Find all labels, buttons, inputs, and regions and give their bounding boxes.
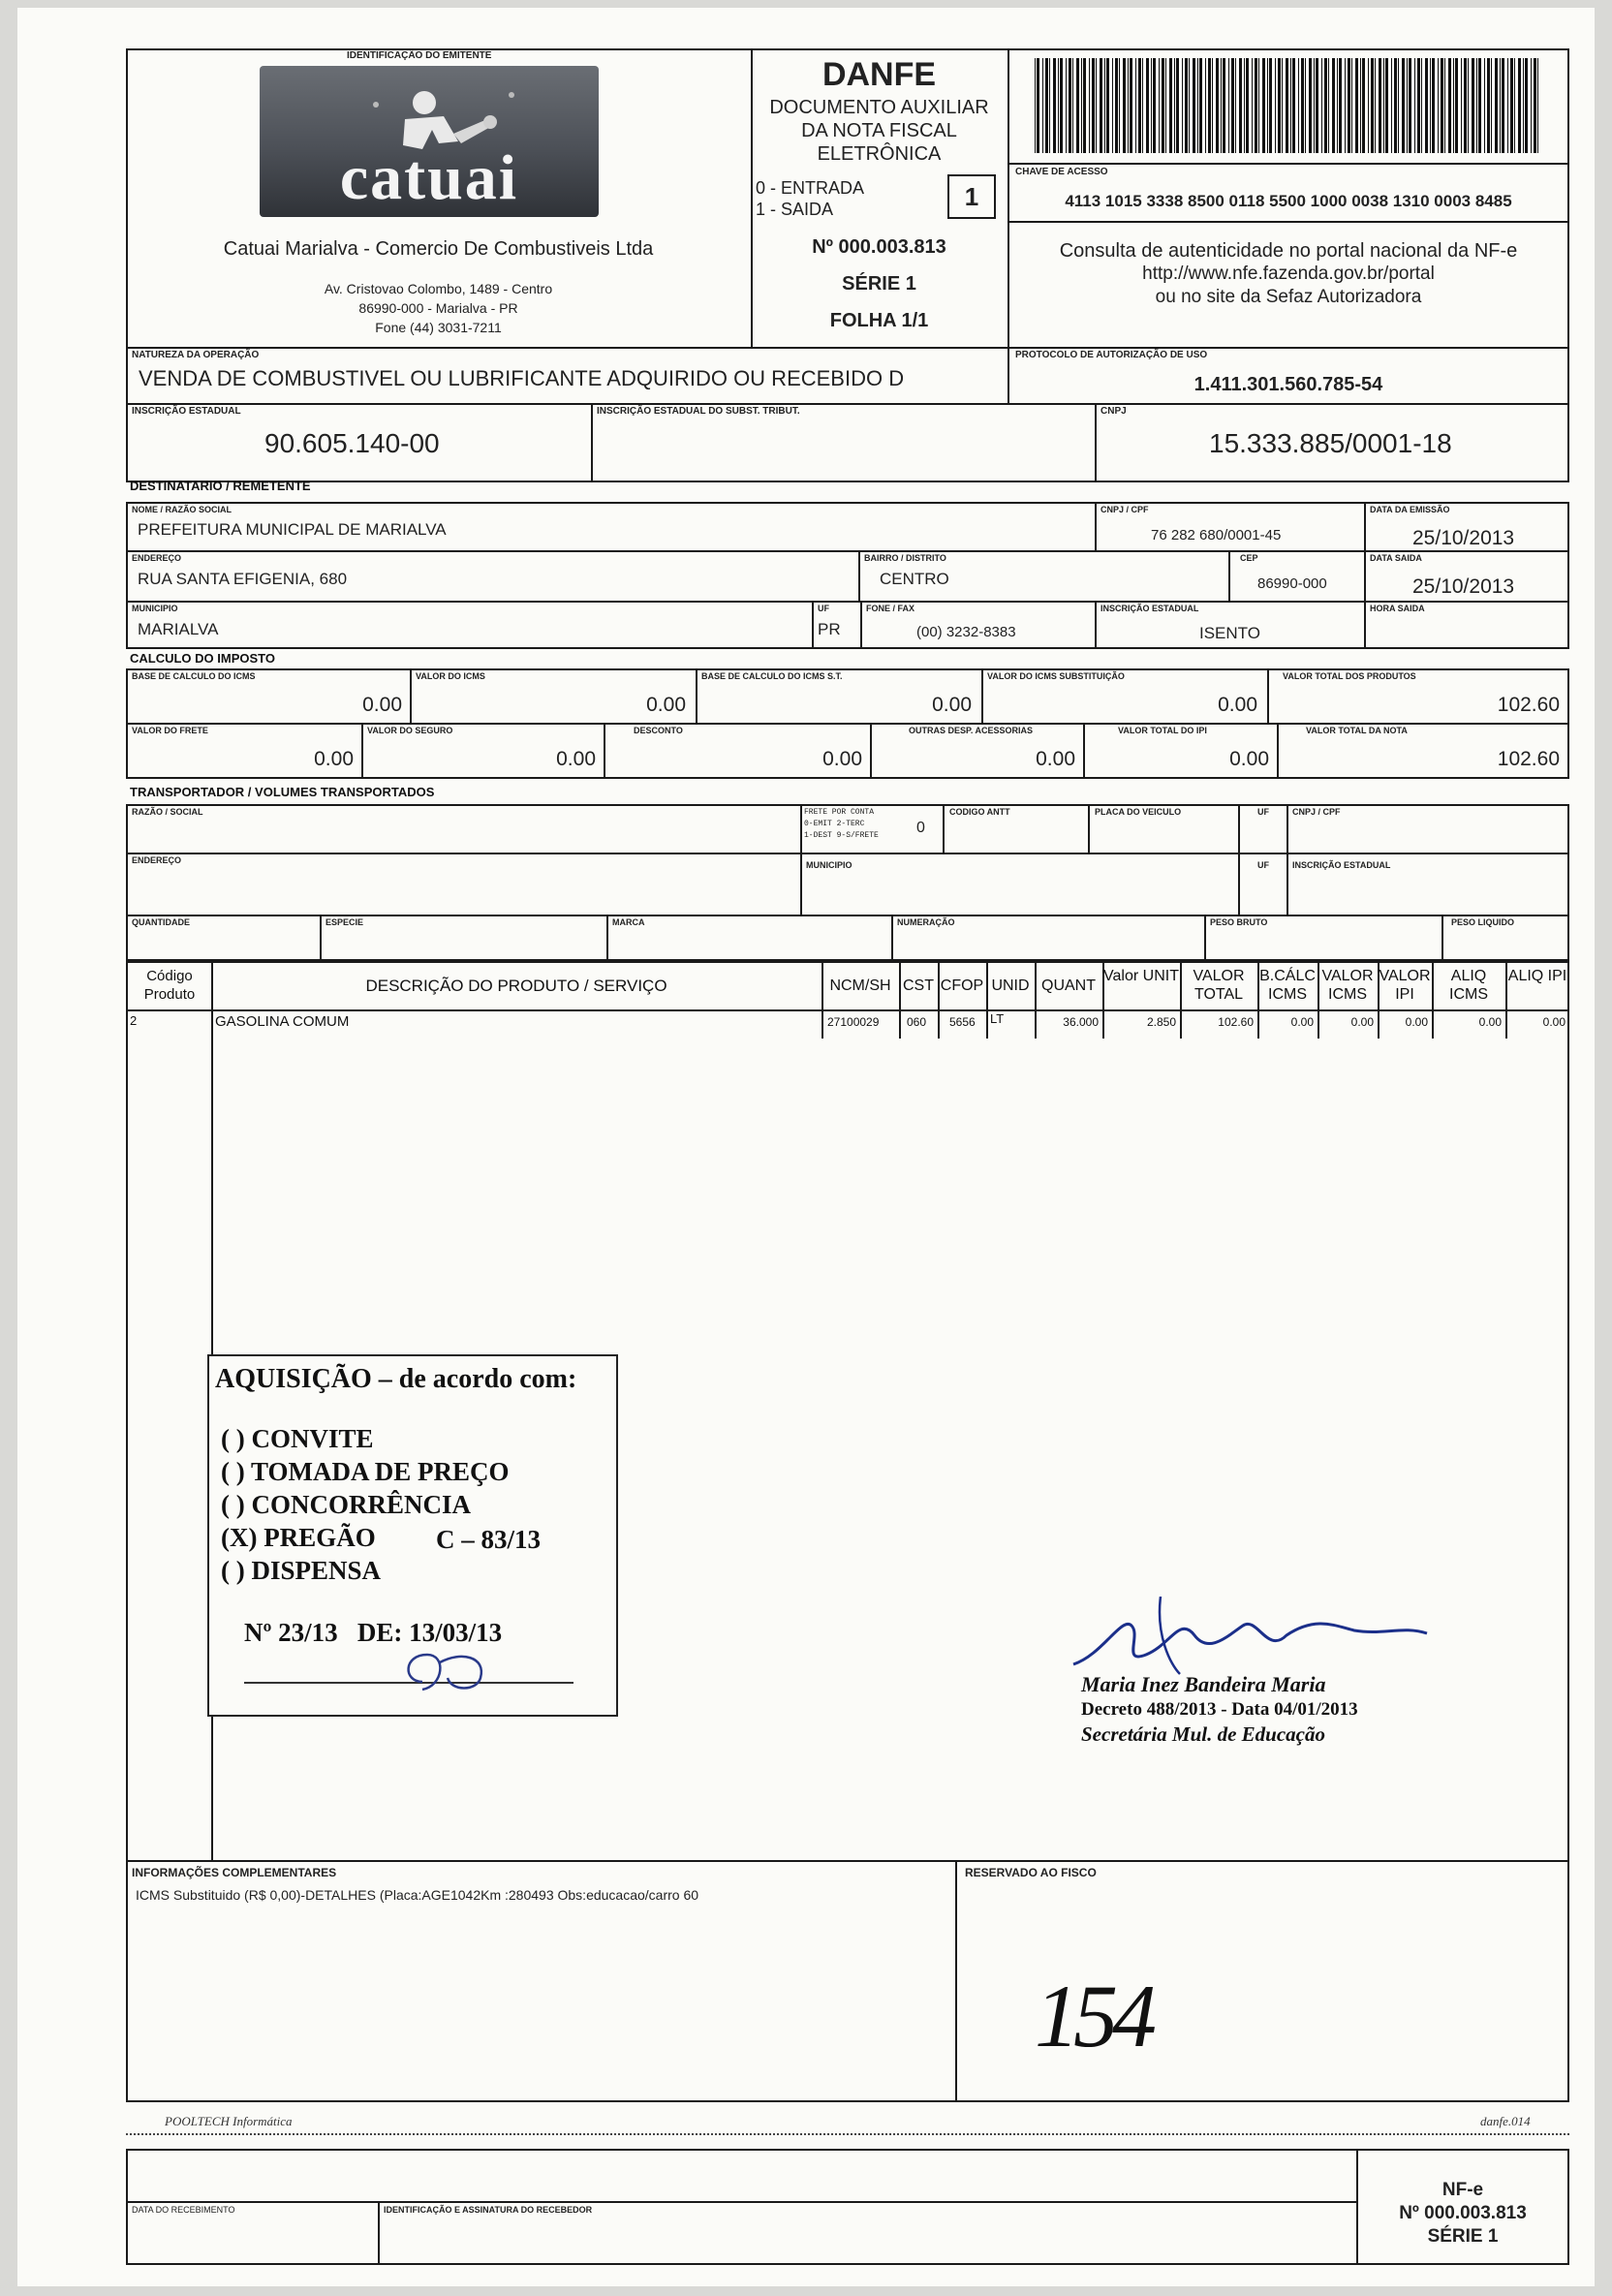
total-label: VALOR TOTAL DA NOTA (1306, 726, 1408, 735)
total-products-label: VALOR TOTAL DOS PRODUTOS (1283, 671, 1416, 681)
barcode (1035, 58, 1548, 155)
freight-line-1: FRETE POR CONTA (804, 808, 875, 817)
receipt-date-label: DATA DO RECEBIMENTO (132, 2205, 235, 2215)
access-key-label: CHAVE DE ACESSO (1015, 167, 1108, 177)
cep-label: CEP (1240, 553, 1258, 563)
recipient-section: DESTINATARIO / REMETENTE (130, 479, 311, 493)
discount-value: 0.00 (822, 748, 862, 770)
danfe-title: DANFE (822, 56, 937, 93)
product-cst: 060 (907, 1015, 927, 1029)
signature-name: Maria Inez Bandeira Maria (1081, 1672, 1326, 1696)
danfe-folha: FOLHA 1/1 (829, 310, 929, 331)
emitter-phone: Fone (44) 3031-7211 (375, 320, 502, 335)
handwritten-signature (1064, 1597, 1432, 1684)
discount-label: DESCONTO (634, 726, 683, 735)
header-icms: VALOR ICMS (1321, 968, 1374, 1003)
header-aliq-icms: ALIQ ICMS (1449, 968, 1488, 1003)
nfe-label: NF-e (1442, 2180, 1484, 2200)
exit-label: DATA SAIDA (1370, 553, 1422, 563)
protocol-value: 1.411.301.560.785-54 (1194, 374, 1383, 395)
info-label: INFORMAÇÕES COMPLEMENTARES (132, 1866, 337, 1879)
product-aliq-icms: 0.00 (1478, 1015, 1502, 1029)
ipi-label: VALOR TOTAL DO IPI (1118, 726, 1207, 735)
base-icms-value: 0.00 (362, 694, 402, 716)
nature-value: VENDA DE COMBUSTIVEL OU LUBRIFICANTE ADQUIRIDO OU RECEBIDO D (139, 366, 905, 390)
stamp-option-tomada: ( ) TOMADA DE PREÇO (221, 1457, 510, 1486)
district-label: BAIRRO / DISTRITO (864, 553, 946, 563)
recipient-ie: ISENTO (1199, 624, 1260, 642)
recipient-address: RUA SANTA EFIGENIA, 680 (138, 570, 348, 588)
insurance-value: 0.00 (556, 748, 596, 770)
species-label: ESPECIE (326, 917, 364, 927)
freight-label: VALOR DO FRETE (132, 726, 208, 735)
recipient-cnpj: 76 282 680/0001-45 (1151, 527, 1282, 543)
consult-line-1: Consulta de autenticidade no portal nacional da NF-e (1059, 240, 1518, 262)
header-description: DESCRIÇÃO DO PRODUTO / SERVIÇO (365, 977, 667, 995)
logo-text: catuai (339, 142, 519, 213)
fisco-label: RESERVADO AO FISCO (965, 1866, 1097, 1879)
cnpj-label: CNPJ (1100, 406, 1127, 417)
antt-label: CODIGO ANTT (949, 807, 1010, 817)
carrier-address-label: ENDEREÇO (132, 855, 182, 865)
receipt-frame (126, 2149, 1569, 2265)
header-cst: CST (903, 977, 934, 994)
saida-option: 1 - SAIDA (756, 200, 834, 219)
header-cfop: CFOP (940, 977, 984, 994)
signature-stamp (1081, 1672, 1449, 1747)
carrier-uf-label: UF (1257, 807, 1269, 817)
stamp-option-concorrencia: ( ) CONCORRÊNCIA (221, 1490, 471, 1519)
consult-line-3: ou no site da Sefaz Autorizadora (1155, 287, 1422, 307)
freight-line-2: 0-EMIT 2-TERC (804, 820, 865, 828)
danfe-subtitle-2: DA NOTA FISCAL (801, 120, 957, 141)
product-ncm: 27100029 (827, 1015, 880, 1029)
brand-label: MARCA (612, 917, 645, 927)
insurance-label: VALOR DO SEGURO (367, 726, 453, 735)
product-unit-value: 2.850 (1146, 1015, 1176, 1029)
recipient-cnpj-label: CNPJ / CPF (1100, 505, 1149, 514)
header-aliq-ipi: ALIQ IPI (1507, 968, 1567, 984)
net-weight-label: PESO LIQUIDO (1451, 917, 1515, 927)
transport-section: TRANSPORTADOR / VOLUMES TRANSPORTADOS (130, 785, 435, 799)
receipt-signature-label: IDENTIFICAÇÃO E ASSINATURA DO RECEBEDOR (384, 2205, 593, 2215)
recipient-phone: (00) 3232-8383 (916, 624, 1016, 640)
base-st-label: BASE DE CALCULO DO ICMS S.T. (701, 671, 843, 681)
product-bcalc: 0.00 (1290, 1015, 1314, 1029)
danfe-serie: SÉRIE 1 (842, 273, 916, 295)
product-icms: 0.00 (1350, 1015, 1374, 1029)
header-quant: QUANT (1041, 977, 1096, 994)
ipi-value: 0.00 (1229, 748, 1269, 770)
stamp-number: Nº 23/13 DE: 13/03/13 (244, 1618, 503, 1647)
base-st-value: 0.00 (932, 694, 972, 716)
other-value: 0.00 (1036, 748, 1075, 770)
city-label: MUNICIPIO (132, 604, 178, 613)
acquisition-stamp (207, 1354, 618, 1717)
nature-label: NATUREZA DA OPERAÇÃO (132, 350, 260, 360)
nfe-number: Nº 000.003.813 (1399, 2203, 1527, 2223)
cnpj-value: 15.333.885/0001-18 (1209, 428, 1452, 458)
signature-role: Secretária Mul. de Educação (1081, 1722, 1325, 1746)
danfe-subtitle-1: DOCUMENTO AUXILIAR (769, 97, 989, 118)
signature-decree: Decreto 488/2013 - Data 04/01/2013 (1081, 1699, 1358, 1720)
total-products-value: 102.60 (1497, 694, 1560, 716)
carrier-ie-label: INSCRIÇÃO ESTADUAL (1292, 860, 1391, 870)
product-quant: 36.000 (1063, 1015, 1099, 1029)
header-code: Código Produto (143, 968, 196, 1003)
emitter-city: 86990-000 - Marialva - PR (358, 300, 518, 316)
form-code: danfe.014 (1480, 2114, 1531, 2128)
header-ipi: VALOR IPI (1379, 968, 1431, 1003)
stamp-option-pregao: (X) PREGÃO (221, 1523, 376, 1552)
stamp-option-convite: ( ) CONVITE (221, 1424, 374, 1453)
exit-date: 25/10/2013 (1412, 575, 1515, 598)
ie-value: 90.605.140-00 (264, 428, 440, 458)
header-unid: UNID (991, 977, 1030, 994)
emitter-label: IDENTIFICAÇÃO DO EMITENTE (347, 50, 492, 61)
danfe-page (17, 8, 1595, 2286)
emission-date: 25/10/2013 (1412, 527, 1515, 549)
icms-label: VALOR DO ICMS (416, 671, 485, 681)
exit-time-label: HORA SAIDA (1370, 604, 1425, 613)
software-credit: POOLTECH Informática (165, 2114, 293, 2128)
ie-st-label: INSCRIÇÃO ESTADUAL DO SUBST. TRIBUT. (597, 406, 800, 417)
product-total: 102.60 (1218, 1015, 1254, 1029)
recipient-name-label: NOME / RAZÃO SOCIAL (132, 505, 232, 514)
product-unid: LT (990, 1011, 1005, 1026)
freight-line-3: 1-DEST 9-S/FRETE (804, 831, 879, 840)
plate-label: PLACA DO VEICULO (1095, 807, 1182, 817)
freight-value-code: 0 (916, 820, 925, 836)
icms-value: 0.00 (646, 694, 686, 716)
carrier-city-label: MUNICIPIO (806, 860, 852, 870)
header-unit: Valor UNIT (1103, 968, 1179, 984)
icms-st-value: 0.00 (1218, 694, 1257, 716)
phone-label: FONE / FAX (866, 604, 915, 613)
stamp-title: AQUISIÇÃO – de acordo com: (215, 1364, 577, 1394)
stamp-initials (393, 1643, 510, 1701)
carrier-cnpj-label: CNPJ / CPF (1292, 807, 1341, 817)
other-label: OUTRAS DESP. ACESSORIAS (909, 726, 1034, 735)
danfe-number: Nº 000.003.813 (812, 236, 946, 258)
emitter-name: Catuai Marialva - Comercio De Combustiveis Ltda (223, 238, 654, 260)
product-ipi: 0.00 (1405, 1015, 1428, 1029)
carrier-uf2-label: UF (1257, 860, 1269, 870)
uf-label: UF (818, 604, 829, 613)
total-value: 102.60 (1497, 748, 1560, 770)
danfe-subtitle-3: ELETRÔNICA (817, 143, 942, 165)
recipient-city: MARIALVA (138, 620, 219, 638)
recipient-cep: 86990-000 (1257, 575, 1327, 592)
consult-line-2: http://www.nfe.fazenda.gov.br/portal (1142, 264, 1435, 284)
protocol-label: PROTOCOLO DE AUTORIZAÇÃO DE USO (1015, 350, 1208, 360)
handwritten-page-number: 154 (1035, 1967, 1151, 2065)
carrier-name-label: RAZÃO / SOCIAL (132, 807, 203, 817)
recipient-name: PREFEITURA MUNICIPAL DE MARIALVA (138, 520, 447, 539)
info-text: ICMS Substituido (R$ 0,00)-DETALHES (Placa:AGE1042Km :280493 Obs:educacao/carro 60 (136, 1887, 699, 1903)
recipient-district: CENTRO (880, 570, 949, 588)
gross-weight-label: PESO BRUTO (1210, 917, 1268, 927)
stamp-option-dispensa: ( ) DISPENSA (221, 1556, 382, 1585)
product-description: GASOLINA COMUM (215, 1013, 350, 1030)
product-code: 2 (130, 1013, 138, 1028)
qty-label: QUANTIDADE (132, 917, 190, 927)
base-icms-label: BASE DE CALCULO DO ICMS (132, 671, 256, 681)
header-bcalc: B.CÁLC ICMS (1259, 968, 1316, 1003)
entrada-option: 0 - ENTRADA (756, 178, 865, 198)
product-cfop: 5656 (949, 1015, 976, 1029)
recipient-ie-label: INSCRIÇÃO ESTADUAL (1100, 604, 1199, 613)
tax-section: CALCULO DO IMPOSTO (130, 651, 275, 666)
product-aliq-ipi: 0.00 (1542, 1015, 1566, 1029)
freight-value: 0.00 (314, 748, 354, 770)
numbering-label: NUMERAÇÃO (897, 917, 955, 927)
access-key: 4113 1015 3338 8500 0118 5500 1000 0038 1310 0003 8485 (1065, 192, 1512, 210)
icms-st-label: VALOR DO ICMS SUBSTITUIÇÃO (987, 671, 1125, 681)
emitter-logo (260, 66, 599, 217)
nfe-serie: SÉRIE 1 (1427, 2226, 1499, 2247)
emission-label: DATA DA EMISSÃO (1370, 505, 1450, 514)
recipient-uf: PR (818, 620, 841, 638)
stamp-pregao-code: C – 83/13 (436, 1525, 541, 1554)
header-total: VALOR TOTAL (1193, 968, 1245, 1003)
address-label: ENDEREÇO (132, 553, 182, 563)
ie-label: INSCRIÇÃO ESTADUAL (132, 406, 241, 417)
emitter-address: Av. Cristovao Colombo, 1489 - Centro (324, 281, 553, 296)
tipo-value: 1 (964, 182, 979, 211)
header-ncm: NCM/SH (829, 977, 891, 994)
